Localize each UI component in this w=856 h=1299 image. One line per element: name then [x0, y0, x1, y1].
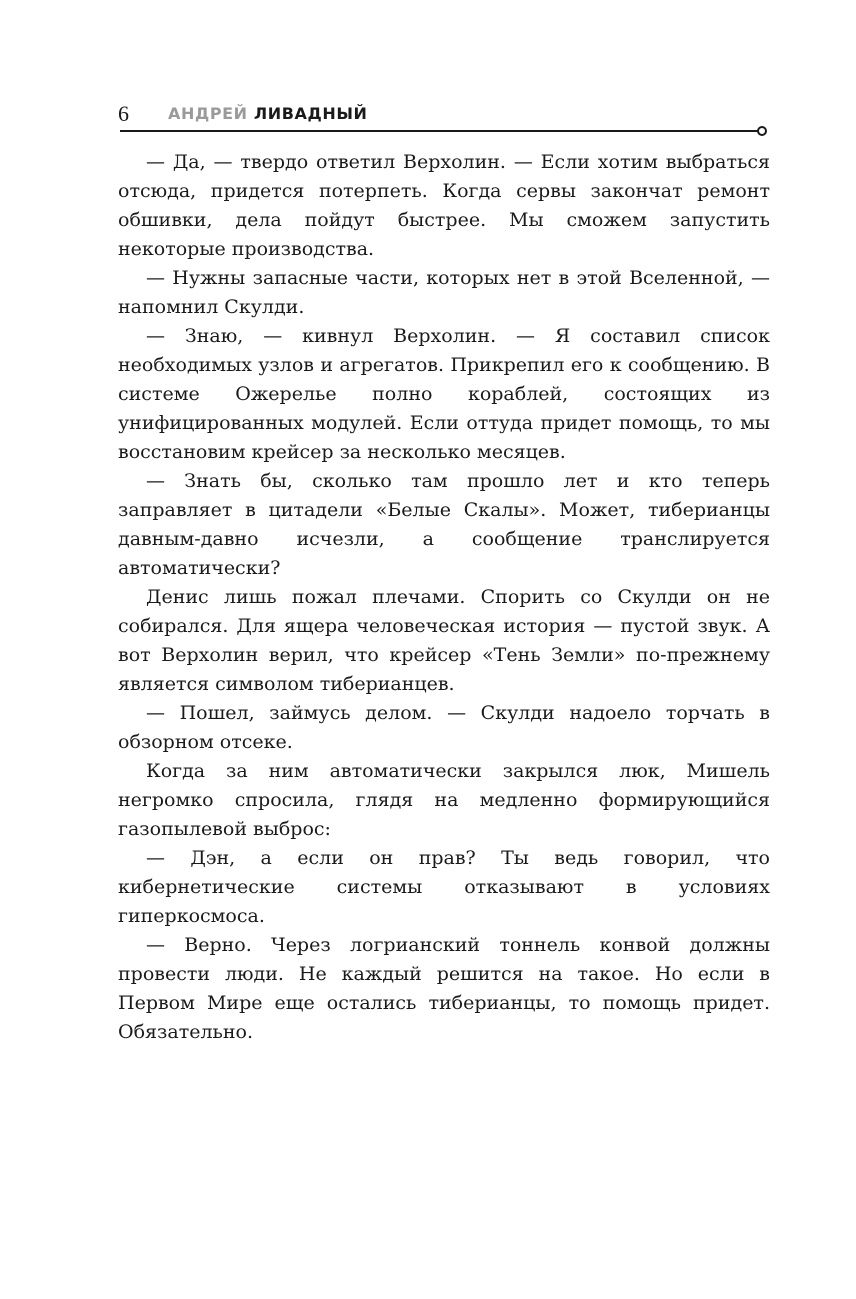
paragraph: — Пошел, займусь делом. — Скулди надоело торчать в обзорном отсеке. — [118, 702, 770, 753]
paragraph: — Да, — твердо ответил Верхолин. — Если хотим выбраться отсюда, придется потерпеть. Когда сервы закончат ремонт обшивки, дела пойдут быстрее. Мы сможем запустить некоторые производства. — [118, 151, 770, 260]
paragraph: — Знаю, — кивнул Верхолин. — Я составил список необходимых узлов и агрегатов. Прикрепил его к сообщению. В системе Ожерелье полно кораблей, состоящих из унифицированных модулей. Если оттуда придет помощь, то мы восстановим крейсер за несколько месяцев. — [118, 325, 770, 463]
body-text — [118, 148, 770, 1047]
running-head-author — [168, 104, 368, 123]
author-first-name: АНДРЕЙ — [168, 104, 248, 123]
paragraph: — Нужны запасные части, которых нет в этой Вселенной, — напомнил Скулди. — [118, 267, 770, 318]
paragraph: — Знать бы, сколько там прошло лет и кто теперь заправляет в цитадели «Белые Скалы». Может, тиберианцы давным-давно исчезли, а сообщение транслируется автоматически? — [118, 470, 770, 579]
page-header — [118, 96, 768, 140]
paragraph: — Верно. Через логрианский тоннель конвой должны провести люди. Не каждый решится на такое. Но если в Первом Мире еще остались тиберианцы, то помощь придет. Обязательно. — [118, 934, 770, 1043]
header-rule-end-circle — [757, 126, 767, 136]
paragraph: Денис лишь пожал плечами. Спорить со Скулди он не собирался. Для ящера человеческая история — пустой звук. А вот Верхолин верил, что крейсер «Тень Земли» по-прежнему является символом тиберианцев. — [118, 586, 770, 695]
page-number: 6 — [118, 101, 129, 126]
paragraph: — Дэн, а если он прав? Ты ведь говорил, что кибернетические системы отказывают в условиях гиперкосмоса. — [118, 847, 770, 927]
author-last-name: ЛИВАДНЫЙ — [253, 104, 368, 123]
paragraph: Когда за ним автоматически закрылся люк, Мишель негромко спросила, глядя на медленно формирующийся газопылевой выброс: — [118, 760, 770, 840]
header-rule — [120, 130, 758, 132]
